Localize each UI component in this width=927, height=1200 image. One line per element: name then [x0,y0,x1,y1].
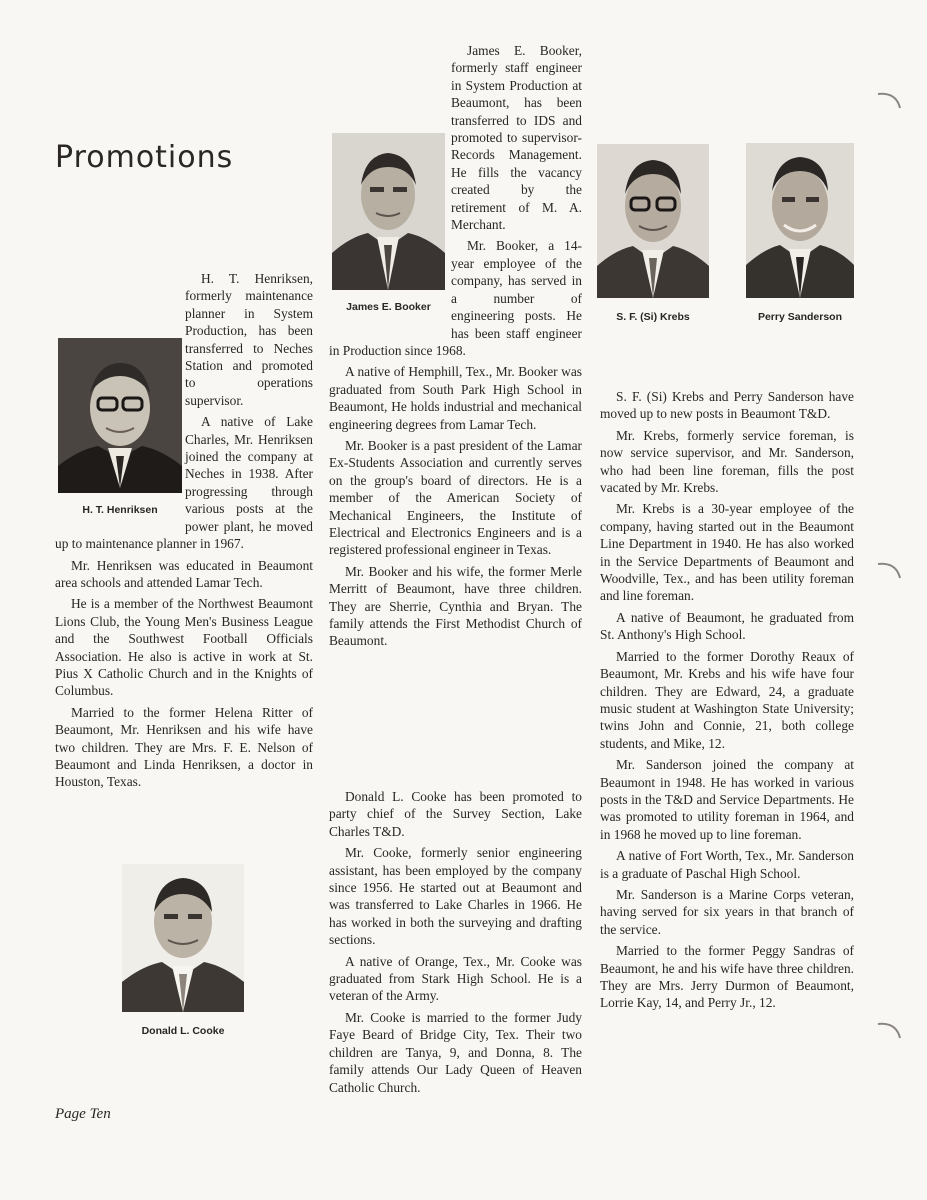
binder-curl-icon [876,558,904,582]
krebs-caption: S. F. (Si) Krebs [616,311,690,323]
henriksen-paragraph-4: He is a member of the Northwest Beaumont Lions Club, the Young Men's Business League and the Southwest Football Officials Association. He also is active in work at St. Pius X Catholic Church and in the Knights of Columbus. [55,596,313,699]
booker-paragraph-4: Mr. Booker is a past president of the Lamar Ex-Students Association and currently serves on the group's board of directors. He is a member of the American Society of Mechanical Engineers, the Institute of Electrical and Electronics Engineers and is a registered professional engineer in Texas. [329,437,582,558]
cooke-paragraph-1: Donald L. Cooke has been promoted to party chief of the Survey Section, Lake Charles T&D. [329,789,582,839]
henriksen-caption: H. T. Henriksen [82,504,158,516]
henriksen-photo [58,338,182,493]
cooke-paragraph-2: Mr. Cooke, formerly senior engineering assistant, has been employed by the company since 1956. He started out at Beaumont and was transferred to Lake Charles in 1966. He has worked in both the surveying and drafting sections. [329,845,582,948]
page-title: Promotions [55,140,234,176]
cooke-photo [122,864,244,1012]
krebs-sanderson-paragraph-2: Mr. Krebs, formerly service foreman, is now service supervisor, and Mr. Sanderson, who had been line foreman, fills the post vacated by Mr. Krebs. [600,427,854,496]
cooke-paragraph-4: Mr. Cooke is married to the former Judy Faye Beard of Bridge City, Tex. Their two children are Tanya, 9, and Donna, 8. The family attends Our Lady Queen of Heaven Catholic Church. [329,1009,582,1095]
krebs-sanderson-paragraph-1: S. F. (Si) Krebs and Perry Sanderson have moved up to new posts in Beaumont T&D. [600,389,854,422]
sanderson-caption: Perry Sanderson [757,311,843,323]
booker-paragraph-2: Mr. Booker, a 14-year employee of the company, has served in a number of engineering posts. He has been staff engineer in Production since 1968. [329,238,582,358]
henriksen-paragraph-3: Mr. Henriksen was educated in Beaumont area schools and attended Lamar Tech. [55,557,313,590]
binder-curl-icon [876,88,904,112]
sanderson-photo [746,143,854,298]
booker-caption: James E. Booker [346,301,431,313]
krebs-sanderson-paragraph-3: Mr. Krebs is a 30-year employee of the company, having started out in the Beaumont Line Department in 1940. He has also worked in the Service Departments of Beaumont and Woodville, Tex., and has been utility foreman and line foreman. [600,501,854,604]
krebs-photo [597,144,709,298]
cooke-paragraph-3: A native of Orange, Tex., Mr. Cooke was graduated from Stark High School. He is a veteran of the Army. [329,953,582,1004]
booker-paragraph-1: James E. Booker, formerly staff engineer in System Production at Beaumont, has been transferred to IDS and promoted to supervisor-Records Management. He fills the vacancy created by the retirement of M. A. Merchant. [451,43,582,233]
henriksen-paragraph-5: Married to the former Helena Ritter of Beaumont, Mr. Henriksen and his wife have two children. They are Mrs. F. E. Nelson of Beaumont and Linda Henriksen, a doctor in Houston, Texas. [55,704,313,790]
henriksen-paragraph-1: H. T. Henriksen, formerly maintenance planner in System Production, has been transferred to Neches Station and promoted to operations supervisor. [185,271,313,408]
krebs-sanderson-paragraph-7: A native of Fort Worth, Tex., Mr. Sanderson is a graduate of Paschal High School. [600,848,854,881]
krebs-sanderson-paragraph-8: Mr. Sanderson is a Marine Corps veteran, having served for six years in that branch of the service. [600,886,854,937]
binder-curl-icon [876,1018,904,1042]
krebs-sanderson-paragraph-4: A native of Beaumont, he graduated from St. Anthony's High School. [600,609,854,643]
booker-paragraph-3: A native of Hemphill, Tex., Mr. Booker was graduated from South Park High School in Beaumont, He holds industrial and mechanical engineering degrees from Lamar Tech. [329,364,582,432]
cooke-caption: Donald L. Cooke [141,1025,225,1037]
henriksen-paragraph-2: A native of Lake Charles, Mr. Henriksen joined the company at Neches in 1938. After progressing through various posts at the power plant, he moved up to maintenance planner in 1967. [55,414,313,552]
page-number: Page Ten [55,1106,111,1122]
krebs-sanderson-article [600,388,854,1016]
krebs-sanderson-paragraph-9: Married to the former Peggy Sandras of Beaumont, he and his wife have three children. They are Mrs. Jerry Durmon of Beaumont, Lorrie Kay, 14, and Perry Jr., 12. [600,943,854,1011]
booker-photo [332,133,445,290]
krebs-sanderson-paragraph-5: Married to the former Dorothy Reaux of Beaumont, Mr. Krebs and his wife have four children. They are Edward, 24, a graduate music student at Washington State University; twins John and Connie, 21, both college students, and Mike, 12. [600,648,854,751]
krebs-sanderson-paragraph-6: Mr. Sanderson joined the company at Beaumont in 1948. He has worked in various posts in the T&D and Service Departments. He was promoted to utility foreman in 1964, and in 1968 he moved up to line foreman. [600,757,854,842]
booker-paragraph-5: Mr. Booker and his wife, the former Merle Merritt of Beaumont, have three children. They are Sherrie, Cynthia and Bryan. The family attends the First Methodist Church of Beaumont. [329,563,582,649]
cooke-article [329,788,582,1100]
